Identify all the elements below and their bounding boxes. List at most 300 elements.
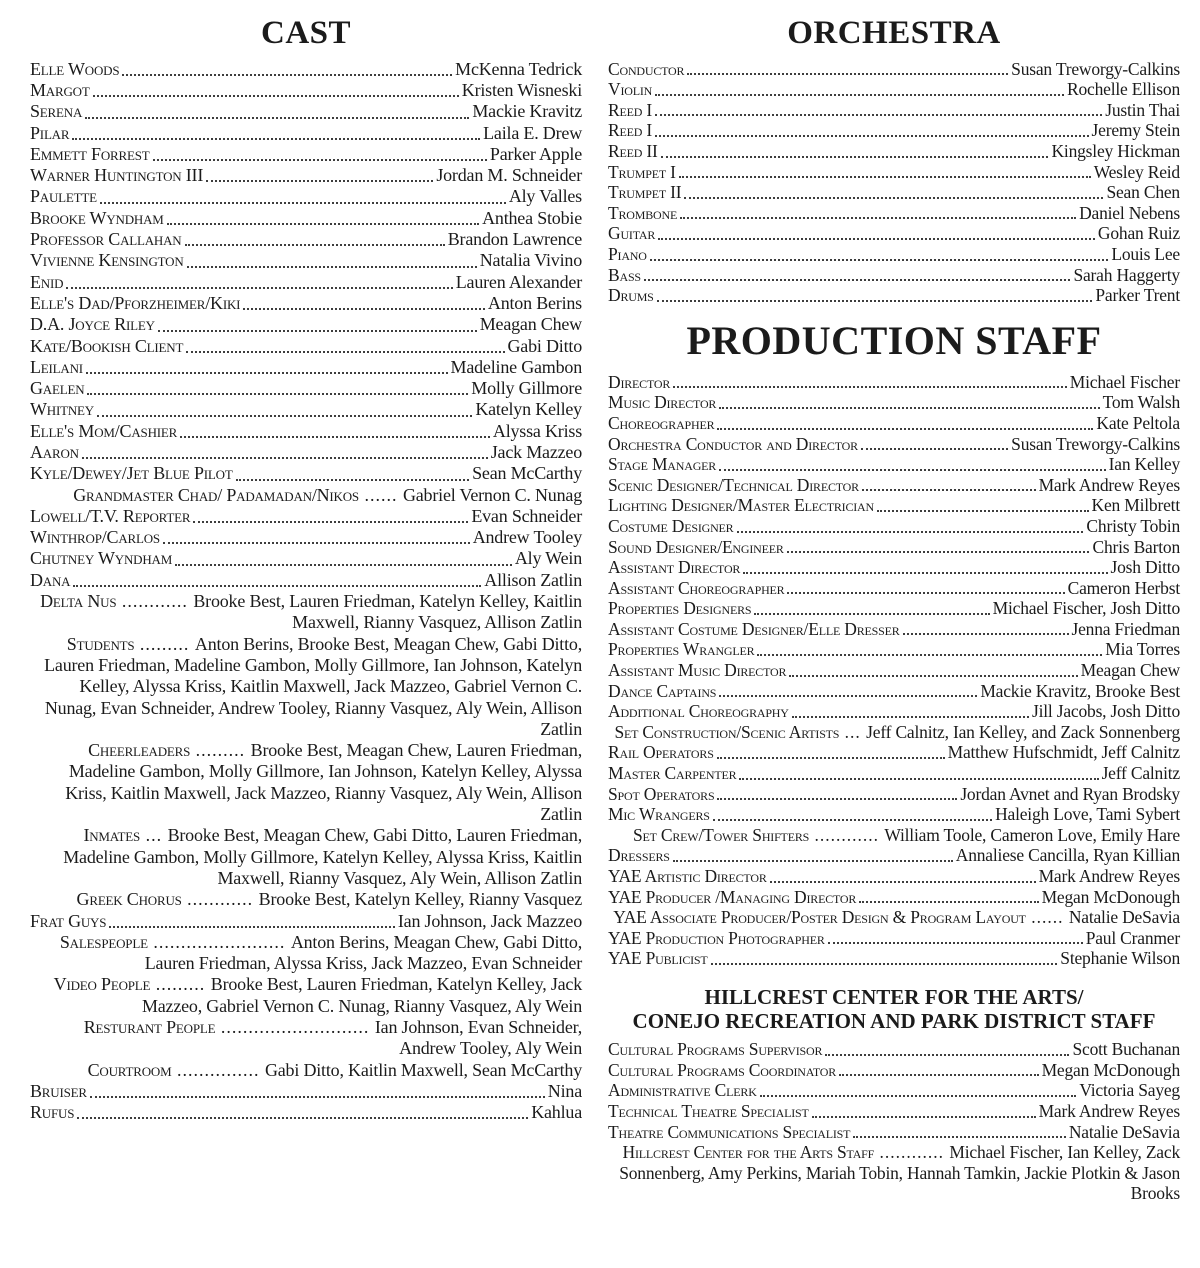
- credit-row: [30, 399, 582, 420]
- names-text: Jenna Friedman: [1071, 618, 1180, 639]
- credit-row: [30, 485, 582, 506]
- names-text: Mia Torres: [1105, 639, 1180, 660]
- names-text: Natalie DeSavia: [1068, 1121, 1180, 1142]
- credit-row: [608, 578, 1180, 599]
- dotted-leader: [717, 757, 945, 759]
- credit-row: [608, 182, 1180, 203]
- role-label: Elle's Dad/Pforzheimer/Kiki: [30, 292, 241, 313]
- credit-row: [608, 120, 1180, 141]
- names-text: Brooke Best, Lauren Friedman, Katelyn Kelley, Jack Mazzeo, Gabriel Vernon C. Nunag, Rianny Vasquez, Aly Wein: [141, 974, 582, 1016]
- credit-row: [30, 421, 582, 442]
- names-text: Brooke Best, Katelyn Kelley, Rianny Vasquez: [258, 889, 582, 910]
- role-label: Warner Huntington III: [30, 165, 204, 186]
- credit-row: [30, 889, 582, 910]
- role-label: Stage Manager: [608, 454, 717, 475]
- orchestra-entries: [608, 59, 1180, 306]
- dotted-leader: [109, 926, 395, 928]
- names-text: Megan McDonough: [1041, 886, 1180, 907]
- credit-row: [608, 701, 1180, 722]
- role-label: Serena: [30, 101, 83, 122]
- credit-row: [608, 59, 1180, 80]
- credit-row: [608, 285, 1180, 306]
- role-label: Costume Designer: [608, 515, 734, 536]
- dotted-leader: [792, 716, 1029, 718]
- dotted-leader: .........: [150, 974, 211, 995]
- dotted-leader: ...............: [171, 1059, 265, 1080]
- role-label: YAE Publicist: [608, 948, 708, 969]
- role-label: Whitney: [30, 399, 94, 420]
- role-label: Reed I: [608, 120, 653, 141]
- names-text: Matthew Hufschmidt, Jeff Calnitz: [947, 742, 1180, 763]
- dotted-leader: [236, 479, 470, 481]
- role-label: Properties Designers: [608, 598, 752, 619]
- names-text: Michael Fischer: [1069, 371, 1180, 392]
- role-label: Winthrop/Carlos: [30, 527, 160, 548]
- credit-row: [608, 907, 1180, 928]
- names-text: Louis Lee: [1111, 243, 1180, 264]
- dotted-leader: [717, 798, 957, 800]
- role-label: Reed I: [608, 99, 653, 120]
- role-label: Theatre Communications Specialist: [608, 1121, 851, 1142]
- names-text: Andrew Tooley: [472, 527, 582, 548]
- role-label: Guitar: [608, 223, 656, 244]
- dotted-leader: ......: [1025, 907, 1069, 928]
- dotted-leader: [122, 74, 452, 76]
- role-label: Video People: [53, 974, 151, 995]
- dotted-leader: [713, 819, 992, 821]
- names-text: Christy Tobin: [1086, 515, 1180, 536]
- names-text: Evan Schneider: [471, 505, 582, 526]
- names-text: Victoria Sayeg: [1079, 1080, 1180, 1101]
- credit-row: [30, 101, 582, 122]
- credit-row: [608, 763, 1180, 784]
- role-label: Piano: [608, 243, 647, 264]
- names-text: Jill Jacobs, Josh Ditto: [1031, 701, 1180, 722]
- dotted-leader: [787, 551, 1090, 553]
- dotted-leader: ............: [181, 889, 259, 910]
- names-text: Gabriel Vernon C. Nunag: [402, 484, 582, 505]
- names-text: Ian Kelley: [1108, 454, 1180, 475]
- names-text: Katelyn Kelley: [475, 399, 582, 420]
- credit-row: [608, 141, 1180, 162]
- hillcrest-entries: [608, 1039, 1180, 1204]
- names-text: Megan McDonough: [1041, 1059, 1180, 1080]
- dotted-leader: [66, 287, 452, 289]
- dotted-leader: [175, 564, 512, 566]
- dotted-leader: [72, 138, 480, 140]
- credit-row: [608, 516, 1180, 537]
- credit-row: [608, 1101, 1180, 1122]
- role-label: Aaron: [30, 441, 79, 462]
- credit-row: [608, 557, 1180, 578]
- credit-row: [30, 740, 582, 825]
- credit-row: [608, 372, 1180, 393]
- dotted-leader: [680, 217, 1076, 219]
- role-label: Mic Wrangers: [608, 804, 710, 825]
- names-text: Kahlua: [531, 1102, 582, 1123]
- names-text: Tom Walsh: [1102, 392, 1180, 413]
- dotted-leader: ............: [874, 1142, 950, 1163]
- dotted-leader: [100, 202, 506, 204]
- names-text: Brooke Best, Lauren Friedman, Katelyn Kelley, Kaitlin Maxwell, Rianny Vasquez, Allison Zatlin: [193, 591, 582, 633]
- dotted-leader: .........: [190, 740, 251, 761]
- credit-row: [608, 784, 1180, 805]
- credit-row: [608, 392, 1180, 413]
- credit-row: [30, 357, 582, 378]
- credit-row: [30, 548, 582, 569]
- dotted-leader: .........: [134, 633, 195, 654]
- role-label: Assistant Costume Designer/Elle Dresser: [608, 618, 900, 639]
- orchestra-title: ORCHESTRA: [787, 15, 1001, 51]
- role-label: Director: [608, 371, 671, 392]
- dotted-leader: [657, 300, 1093, 302]
- names-text: Mark Andrew Reyes: [1038, 474, 1180, 495]
- credit-row: [30, 1102, 582, 1123]
- role-label: Administrative Clerk: [608, 1080, 757, 1101]
- credit-row: [608, 1122, 1180, 1143]
- credit-row: [30, 208, 582, 229]
- names-text: Mark Andrew Reyes: [1038, 866, 1180, 887]
- dotted-leader: [711, 963, 1058, 965]
- names-text: Meagan Chew: [479, 314, 582, 335]
- dotted-leader: [186, 351, 504, 353]
- role-label: Salespeople: [59, 931, 148, 952]
- role-label: Reed II: [608, 141, 658, 162]
- role-label: Greek Chorus: [76, 889, 182, 910]
- names-text: Nina: [547, 1080, 582, 1101]
- names-text: Alyssa Kriss: [492, 420, 582, 441]
- dotted-leader: [719, 695, 977, 697]
- names-text: Josh Ditto: [1110, 557, 1180, 578]
- credit-row: [30, 293, 582, 314]
- role-label: Dance Captains: [608, 680, 717, 701]
- role-label: Hillcrest Center for the Arts Staff: [622, 1142, 875, 1163]
- dotted-leader: [673, 386, 1067, 388]
- role-label: D.A. Joyce Riley: [30, 314, 155, 335]
- names-text: Sarah Haggerty: [1073, 264, 1180, 285]
- role-label: Emmett Forrest: [30, 143, 150, 164]
- dotted-leader: [655, 114, 1102, 116]
- credit-row: [608, 639, 1180, 660]
- credit-row: [608, 1142, 1180, 1204]
- credit-row: [30, 442, 582, 463]
- cast-title: CAST: [260, 15, 352, 51]
- names-text: Jeff Calnitz, Ian Kelley, and Zack Sonnenberg: [866, 721, 1180, 742]
- dotted-leader: [859, 901, 1038, 903]
- role-label: Grandmaster Chad/ Padamadan/Nikos: [73, 484, 359, 505]
- names-text: Ian Johnson, Evan Schneider, Andrew Tooley, Aly Wein: [374, 1017, 582, 1059]
- role-label: YAE Production Photographer: [608, 927, 825, 948]
- names-text: Ken Milbrett: [1091, 495, 1180, 516]
- role-label: Cheerleaders: [88, 740, 191, 761]
- credit-row: [30, 506, 582, 527]
- role-label: Inmates: [83, 825, 141, 846]
- role-label: Professor Callahan: [30, 229, 182, 250]
- dotted-leader: [90, 1096, 545, 1098]
- dotted-leader: [754, 613, 989, 615]
- names-text: Michael Fischer, Ian Kelley, Zack Sonnenberg, Amy Perkins, Mariah Tobin, Hannah Tamkin, Jackie Plotkin & Jason Brooks: [619, 1142, 1180, 1204]
- credit-row: [30, 272, 582, 293]
- names-text: Justin Thai: [1105, 99, 1180, 120]
- role-label: Delta Nus: [40, 591, 117, 612]
- names-text: Michael Fischer, Josh Ditto: [992, 598, 1180, 619]
- names-text: Susan Treworgy-Calkins: [1011, 58, 1180, 79]
- credit-row: [30, 1060, 582, 1081]
- names-text: Natalie DeSavia: [1068, 907, 1180, 928]
- credit-row: [608, 681, 1180, 702]
- role-label: Master Carpenter: [608, 763, 737, 784]
- hillcrest-title-line2: CONEJO RECREATION AND PARK DISTRICT STAFF: [632, 1009, 1156, 1034]
- hillcrest-title: [608, 985, 1180, 1033]
- dotted-leader: [787, 592, 1064, 594]
- names-text: Paul Cranmer: [1085, 927, 1180, 948]
- role-label: Margot: [30, 79, 90, 100]
- right-column: [608, 8, 1180, 1204]
- credit-row: [608, 598, 1180, 619]
- role-label: Students: [66, 633, 135, 654]
- role-label: Additional Choreography: [608, 701, 789, 722]
- credit-row: [608, 866, 1180, 887]
- credit-row: [30, 591, 582, 634]
- production-staff-entries: [608, 372, 1180, 969]
- dotted-leader: [77, 1117, 528, 1119]
- credit-row: [30, 825, 582, 889]
- names-text: Natalia Vivino: [479, 250, 582, 271]
- credit-row: [30, 932, 582, 975]
- dotted-leader: [163, 542, 470, 544]
- names-text: Jeff Calnitz: [1101, 763, 1180, 784]
- dotted-leader: [862, 489, 1036, 491]
- names-text: Susan Treworgy-Calkins: [1011, 433, 1180, 454]
- names-text: Aly Wein: [514, 548, 582, 569]
- credit-row: [30, 527, 582, 548]
- role-label: Dana: [30, 569, 71, 590]
- role-label: Brooke Wyndham: [30, 207, 164, 228]
- dotted-leader: [193, 521, 468, 523]
- credit-row: [30, 634, 582, 740]
- names-text: Aly Valles: [508, 186, 582, 207]
- dotted-leader: [655, 94, 1064, 96]
- role-label: Courtroom: [87, 1059, 172, 1080]
- names-text: Chris Barton: [1092, 536, 1180, 557]
- role-label: Conductor: [608, 58, 685, 79]
- credit-row: [30, 314, 582, 335]
- role-label: Bass: [608, 264, 641, 285]
- dotted-leader: [679, 176, 1091, 178]
- credit-row: [608, 475, 1180, 496]
- names-text: Gohan Ruiz: [1097, 223, 1180, 244]
- role-label: Lighting Designer/Master Electrician: [608, 495, 874, 516]
- names-text: Brooke Best, Meagan Chew, Gabi Ditto, Lauren Friedman, Madeline Gambon, Molly Gillmore, Katelyn Kelley, Alyssa Kriss, Kaitlin Maxwell, Rianny Vasquez, Aly Wein, Allison Zatlin: [63, 825, 582, 888]
- credit-row: [30, 570, 582, 591]
- role-label: Resturant People: [83, 1017, 216, 1037]
- role-label: Scenic Designer/Technical Director: [608, 474, 859, 495]
- names-text: Jack Mazzeo: [490, 441, 582, 462]
- names-text: Gabi Ditto, Kaitlin Maxwell, Sean McCarthy: [264, 1059, 582, 1080]
- credit-row: [608, 742, 1180, 763]
- dotted-leader: [877, 510, 1089, 512]
- credit-row: [30, 974, 582, 1017]
- dotted-leader: [73, 585, 481, 587]
- credit-row: [608, 1060, 1180, 1081]
- role-label: Kyle/Dewey/Jet Blue Pilot: [30, 463, 233, 484]
- names-text: Cameron Herbst: [1067, 577, 1180, 598]
- names-text: Jordan Avnet and Ryan Brodsky: [960, 783, 1180, 804]
- role-label: Pilar: [30, 122, 70, 143]
- dotted-leader: [839, 1074, 1039, 1076]
- role-label: Assistant Director: [608, 557, 741, 578]
- names-text: Mackie Kravitz: [472, 101, 582, 122]
- dotted-leader: [828, 942, 1083, 944]
- role-label: Chutney Wyndham: [30, 548, 173, 569]
- role-label: Technical Theatre Specialist: [608, 1101, 809, 1122]
- credit-row: [30, 336, 582, 357]
- role-label: Orchestra Conductor and Director: [608, 433, 858, 454]
- credit-row: [608, 619, 1180, 640]
- role-label: Music Director: [608, 392, 717, 413]
- dotted-leader: [87, 393, 468, 395]
- dotted-leader: [861, 448, 1008, 450]
- credit-row: [30, 1081, 582, 1102]
- names-text: Anthea Stobie: [482, 207, 582, 228]
- names-text: Annaliese Cancilla, Ryan Killian: [955, 845, 1180, 866]
- dotted-leader: [82, 457, 488, 459]
- dotted-leader: ........................: [147, 931, 291, 952]
- credit-row: [608, 434, 1180, 455]
- credit-row: [30, 165, 582, 186]
- role-label: Properties Wrangler: [608, 639, 755, 660]
- names-text: Scott Buchanan: [1072, 1039, 1180, 1060]
- dotted-leader: [185, 244, 445, 246]
- role-label: Vivienne Kensington: [30, 250, 184, 271]
- names-text: Rochelle Ellison: [1067, 79, 1180, 100]
- dotted-leader: [770, 881, 1036, 883]
- dotted-leader: [760, 1095, 1077, 1097]
- dotted-leader: [661, 156, 1049, 158]
- names-text: Kate Peltola: [1096, 412, 1180, 433]
- dotted-leader: [86, 372, 448, 374]
- dotted-leader: [158, 330, 477, 332]
- dotted-leader: [243, 308, 485, 310]
- credit-row: [608, 454, 1180, 475]
- names-text: Mackie Kravitz, Brooke Best: [980, 680, 1180, 701]
- names-text: Ian Johnson, Jack Mazzeo: [397, 910, 582, 931]
- dotted-leader: [644, 279, 1071, 281]
- credit-row: [608, 265, 1180, 286]
- dotted-leader: ............: [116, 591, 194, 612]
- dotted-leader: [85, 117, 469, 119]
- production-staff-title: PRODUCTION STAFF: [686, 317, 1102, 363]
- credit-row: [30, 463, 582, 484]
- dotted-leader: [97, 415, 472, 417]
- role-label: Set Crew/Tower Shifters: [632, 824, 810, 845]
- credit-row: [608, 203, 1180, 224]
- dotted-leader: ...: [839, 721, 867, 742]
- role-label: YAE Artistic Director: [608, 866, 767, 887]
- role-label: Rufus: [30, 1102, 75, 1123]
- dotted-leader: ............: [809, 824, 885, 845]
- names-text: Laila E. Drew: [483, 122, 582, 143]
- names-text: Meagan Chew: [1080, 660, 1180, 681]
- names-text: Brandon Lawrence: [447, 229, 582, 250]
- names-text: Parker Apple: [489, 143, 582, 164]
- names-text: McKenna Tedrick: [455, 58, 582, 79]
- role-label: Assistant Choreographer: [608, 577, 785, 598]
- dotted-leader: [825, 1054, 1069, 1056]
- names-text: Jordan M. Schneider: [436, 165, 582, 186]
- credit-row: [608, 887, 1180, 908]
- dotted-leader: [673, 860, 953, 862]
- names-text: Allison Zatlin: [484, 569, 582, 590]
- credit-row: [608, 845, 1180, 866]
- credit-row: [30, 250, 582, 271]
- names-text: Kingsley Hickman: [1051, 141, 1180, 162]
- credit-row: [608, 162, 1180, 183]
- role-label: Dressers: [608, 845, 670, 866]
- credit-row: [608, 948, 1180, 969]
- names-text: Anton Berins, Brooke Best, Meagan Chew, Gabi Ditto, Lauren Friedman, Madeline Gambon, Molly Gillmore, Ian Johnson, Katelyn Kelley, Alyssa Kriss, Kaitlin Maxwell, Jack Mazzeo, Gabriel Vernon C. Nunag, Evan Schneider, Andrew Tooley, Rianny Vasquez, Aly Wein, Allison Zatlin: [44, 633, 582, 739]
- names-text: Anton Berins: [487, 292, 582, 313]
- names-text: Sean McCarthy: [472, 463, 582, 484]
- role-label: Rail Operators: [608, 742, 714, 763]
- dotted-leader: [757, 654, 1102, 656]
- role-label: Frat Guys: [30, 910, 107, 931]
- names-text: Kristen Wisneski: [461, 79, 582, 100]
- credit-row: [608, 413, 1180, 434]
- dotted-leader: [789, 675, 1077, 677]
- credit-row: [608, 722, 1180, 743]
- names-text: Wesley Reid: [1093, 161, 1180, 182]
- dotted-leader: [719, 469, 1106, 471]
- role-label: Leilani: [30, 356, 83, 377]
- names-text: Molly Gillmore: [471, 378, 582, 399]
- names-text: Anton Berins, Meagan Chew, Gabi Ditto, Lauren Friedman, Alyssa Kriss, Jack Mazzeo, Evan Schneider: [144, 931, 582, 974]
- role-label: Sound Designer/Engineer: [608, 536, 784, 557]
- role-label: Trombone: [608, 202, 678, 223]
- role-label: Elle Woods: [30, 58, 120, 79]
- credit-row: [608, 825, 1180, 846]
- role-label: Drums: [608, 285, 654, 306]
- role-label: Cultural Programs Supervisor: [608, 1039, 823, 1060]
- hillcrest-title-line1: HILLCREST CENTER FOR THE ARTS/: [704, 984, 1084, 1009]
- dotted-leader: [684, 197, 1103, 199]
- role-label: Trumpet II: [608, 182, 682, 203]
- dotted-leader: [903, 633, 1069, 635]
- names-text: Lauren Alexander: [455, 271, 582, 292]
- names-text: Stephanie Wilson: [1060, 948, 1180, 969]
- role-label: Set Construction/Scenic Artists: [614, 721, 840, 742]
- dotted-leader: [153, 159, 487, 161]
- credit-row: [608, 1080, 1180, 1101]
- credit-row: [608, 100, 1180, 121]
- names-text: Madeline Gambon: [450, 356, 582, 377]
- dotted-leader: [719, 407, 1099, 409]
- names-text: William Toole, Cameron Love, Emily Hare: [884, 824, 1180, 845]
- credit-row: [30, 186, 582, 207]
- dotted-leader: ...........................: [215, 1017, 375, 1037]
- role-label: YAE Producer /Managing Director: [608, 886, 857, 907]
- role-label: Lowell/T.V. Reporter: [30, 505, 191, 526]
- names-text: Brooke Best, Meagan Chew, Lauren Friedman, Madeline Gambon, Molly Gillmore, Ian Johnson, Katelyn Kelley, Alyssa Kriss, Kaitlin Maxwell, Jack Mazzeo, Rianny Vasquez, Aly Wein, Allison Zatlin: [65, 740, 582, 825]
- credit-row: [30, 229, 582, 250]
- credit-row: [30, 123, 582, 144]
- role-label: Choreographer: [608, 412, 715, 433]
- credit-row: [30, 59, 582, 80]
- role-label: Spot Operators: [608, 783, 715, 804]
- credit-row: [608, 79, 1180, 100]
- role-label: Enid: [30, 271, 64, 292]
- names-text: Jeremy Stein: [1091, 120, 1180, 141]
